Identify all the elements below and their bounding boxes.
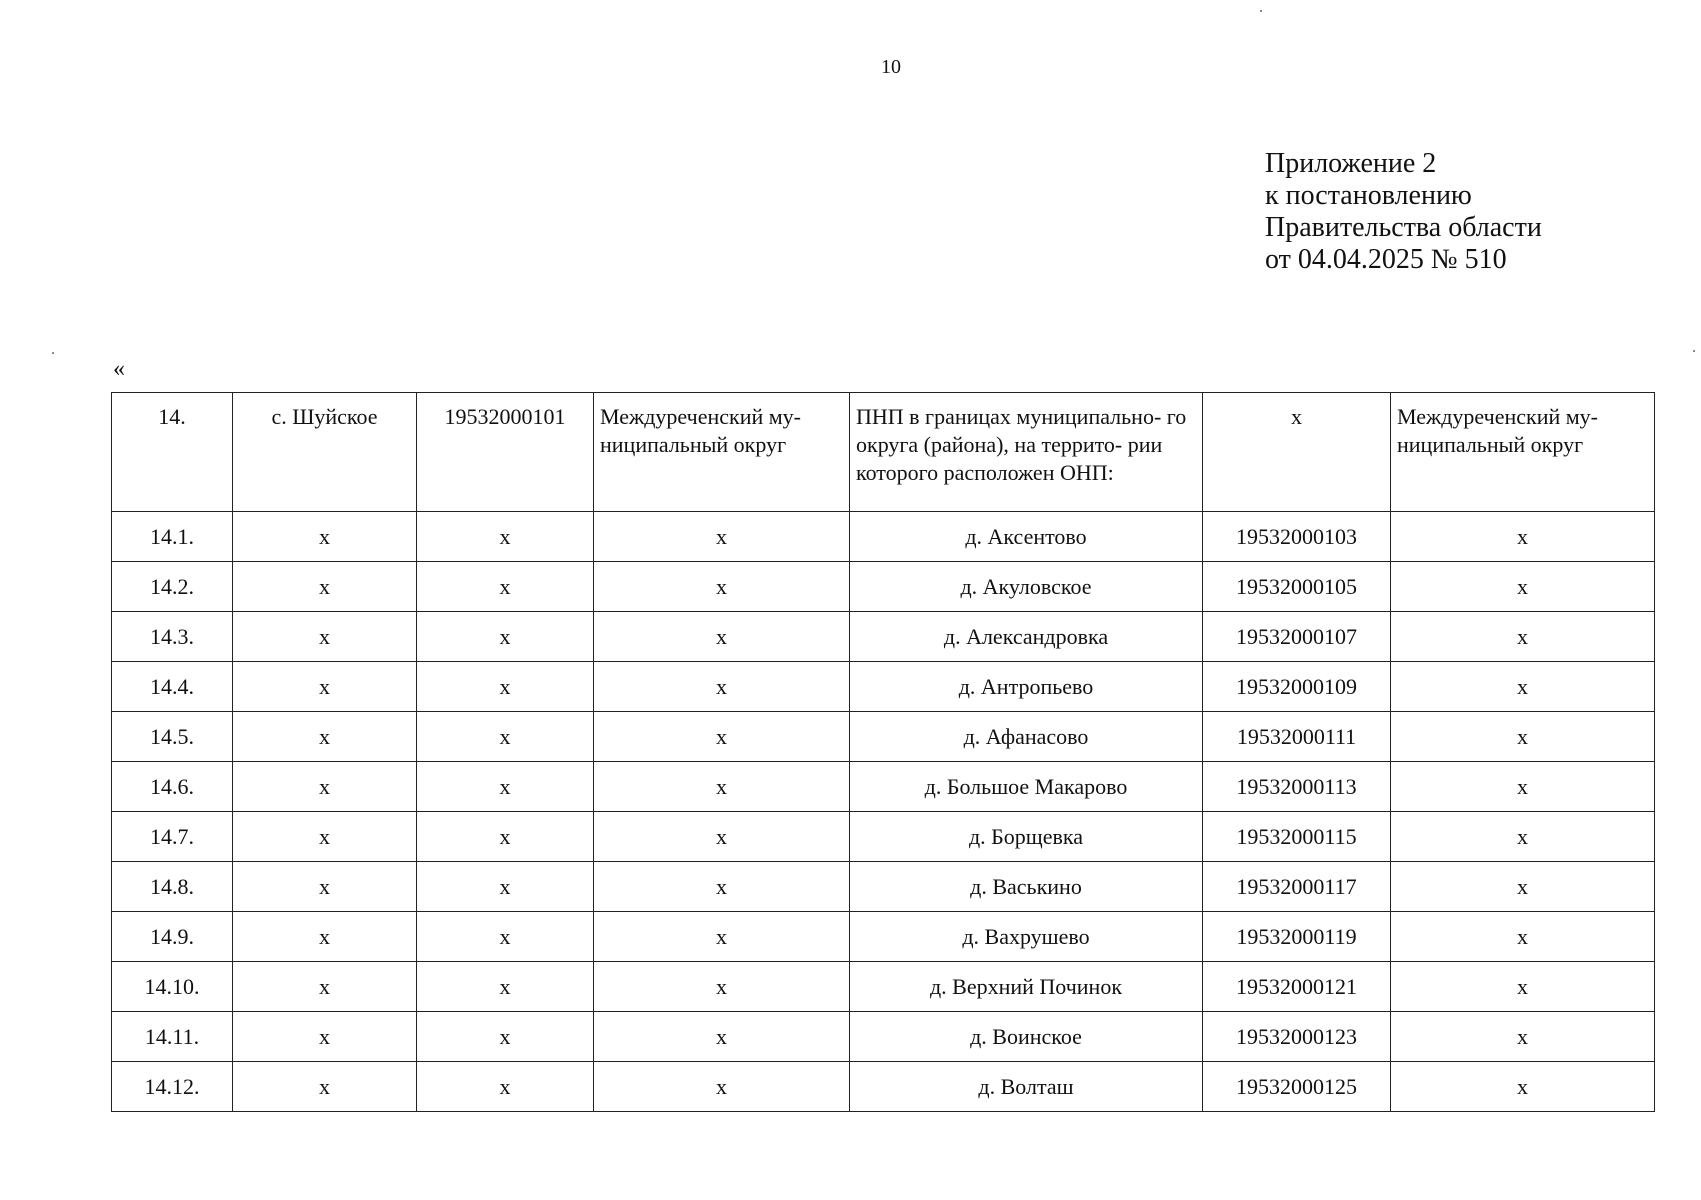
cell-mark: х [1391, 562, 1655, 612]
cell-mark: х [594, 1012, 850, 1062]
cell-mark: х [594, 962, 850, 1012]
cell-settlement-name: д. Афанасово [850, 712, 1203, 762]
appendix-line-2: к постановлению [1265, 180, 1472, 211]
cell-mark: х [1391, 612, 1655, 662]
cell-code: 19532000111 [1203, 712, 1391, 762]
cell-code: 19532000105 [1203, 562, 1391, 612]
cell-mark: х [233, 512, 417, 562]
cell-number: 14.9. [112, 912, 233, 962]
cell-number: 14. [112, 393, 233, 512]
cell-settlement-name: д. Аксентово [850, 512, 1203, 562]
cell-mark: х [417, 762, 594, 812]
cell-number: 14.1. [112, 512, 233, 562]
table-row [112, 762, 1655, 812]
cell-mark: х [233, 912, 417, 962]
cell-mark: х [233, 562, 417, 612]
cell-mark: х [417, 812, 594, 862]
cell-mark: х [1391, 1012, 1655, 1062]
cell-code: 19532000115 [1203, 812, 1391, 862]
cell-number: 14.6. [112, 762, 233, 812]
cell-number: 14.8. [112, 862, 233, 912]
cell-mark: х [1391, 762, 1655, 812]
cell-mark: х [594, 762, 850, 812]
cell-mark: х [594, 712, 850, 762]
cell-mark: х [1391, 862, 1655, 912]
table-row [112, 1012, 1655, 1062]
cell-mark: х [594, 612, 850, 662]
table-body [112, 393, 1655, 1112]
table-row [112, 712, 1655, 762]
cell-number: 14.11. [112, 1012, 233, 1062]
cell-mark: х [417, 712, 594, 762]
cell-mark: х [594, 912, 850, 962]
cell-settlement-name: д. Вахрушево [850, 912, 1203, 962]
cell-mark: х [233, 862, 417, 912]
cell-district-2: Междуреченский му- ниципальный округ [1391, 393, 1655, 512]
cell-mark: х [233, 1062, 417, 1112]
cell-settlement-name: д. Борщевка [850, 812, 1203, 862]
cell-mark: х [594, 812, 850, 862]
cell-mark: х [1391, 712, 1655, 762]
cell-mark: х [417, 912, 594, 962]
cell-code: 19532000123 [1203, 1012, 1391, 1062]
cell-number: 14.4. [112, 662, 233, 712]
cell-code: 19532000121 [1203, 962, 1391, 1012]
table-row-main [112, 393, 1655, 512]
cell-mark: х [233, 812, 417, 862]
cell-mark: х [417, 1012, 594, 1062]
cell-settlement-name: д. Антропьево [850, 662, 1203, 712]
cell-mark: х [594, 862, 850, 912]
cell-code: 19532000101 [417, 393, 594, 512]
cell-mark: х [1391, 812, 1655, 862]
table-row [112, 862, 1655, 912]
cell-mark: х [1391, 512, 1655, 562]
cell-mark: х [594, 562, 850, 612]
cell-district: Междуреченский му- ниципальный округ [594, 393, 850, 512]
cell-code: 19532000113 [1203, 762, 1391, 812]
page-number: 10 [881, 56, 901, 78]
cell-mark: х [233, 662, 417, 712]
table-row [112, 612, 1655, 662]
cell-settlement-name: д. Васькино [850, 862, 1203, 912]
cell-number: 14.10. [112, 962, 233, 1012]
table-row [112, 1062, 1655, 1112]
cell-mark: х [1391, 962, 1655, 1012]
cell-mark: х [417, 512, 594, 562]
cell-mark: х [233, 962, 417, 1012]
cell-settlement-name: д. Акуловское [850, 562, 1203, 612]
cell-settlement-name: д. Воинское [850, 1012, 1203, 1062]
cell-number: 14.12. [112, 1062, 233, 1112]
cell-mark: х [594, 512, 850, 562]
table-row [112, 912, 1655, 962]
scan-artifact [1693, 350, 1695, 352]
table-row [112, 962, 1655, 1012]
cell-mark: х [417, 562, 594, 612]
table-row [112, 812, 1655, 862]
table-row [112, 562, 1655, 612]
cell-mark: х [233, 762, 417, 812]
cell-number: 14.7. [112, 812, 233, 862]
appendix-block [1265, 148, 1542, 276]
cell-mark: х [594, 1062, 850, 1112]
cell-mark: х [417, 862, 594, 912]
cell-settlement-name: д. Верхний Починок [850, 962, 1203, 1012]
cell-mark: х [1391, 662, 1655, 712]
appendix-line-4: от 04.04.2025 № 510 [1265, 244, 1507, 275]
cell-mark: х [233, 1012, 417, 1062]
table-row [112, 512, 1655, 562]
cell-mark: х [1203, 393, 1391, 512]
cell-code: 19532000119 [1203, 912, 1391, 962]
cell-mark: х [233, 712, 417, 762]
settlements-table [111, 392, 1655, 1112]
cell-settlement-name: с. Шуйское [233, 393, 417, 512]
cell-mark: х [417, 1062, 594, 1112]
cell-number: 14.3. [112, 612, 233, 662]
cell-code: 19532000103 [1203, 512, 1391, 562]
cell-mark: х [417, 662, 594, 712]
table-row [112, 662, 1655, 712]
cell-code: 19532000117 [1203, 862, 1391, 912]
appendix-line-1: Приложение 2 [1265, 148, 1437, 179]
scan-artifact [1260, 10, 1262, 12]
cell-mark: х [417, 612, 594, 662]
cell-mark: х [417, 962, 594, 1012]
cell-code: 19532000109 [1203, 662, 1391, 712]
cell-mark: х [1391, 912, 1655, 962]
cell-code: 19532000125 [1203, 1062, 1391, 1112]
appendix-line-3: Правительства области [1265, 212, 1542, 243]
opening-quote-mark: « [113, 356, 125, 382]
cell-settlement-name: д. Волташ [850, 1062, 1203, 1112]
scan-artifact [52, 352, 54, 354]
cell-number: 14.2. [112, 562, 233, 612]
cell-mark: х [1391, 1062, 1655, 1112]
cell-settlement-name: д. Большое Макарово [850, 762, 1203, 812]
cell-number: 14.5. [112, 712, 233, 762]
cell-mark: х [233, 612, 417, 662]
cell-mark: х [594, 662, 850, 712]
cell-code: 19532000107 [1203, 612, 1391, 662]
cell-settlement-name: д. Александровка [850, 612, 1203, 662]
cell-pnp-description: ПНП в границах муниципально- го округа (района), на террито- рии которого расположен ОНП: [850, 393, 1203, 512]
